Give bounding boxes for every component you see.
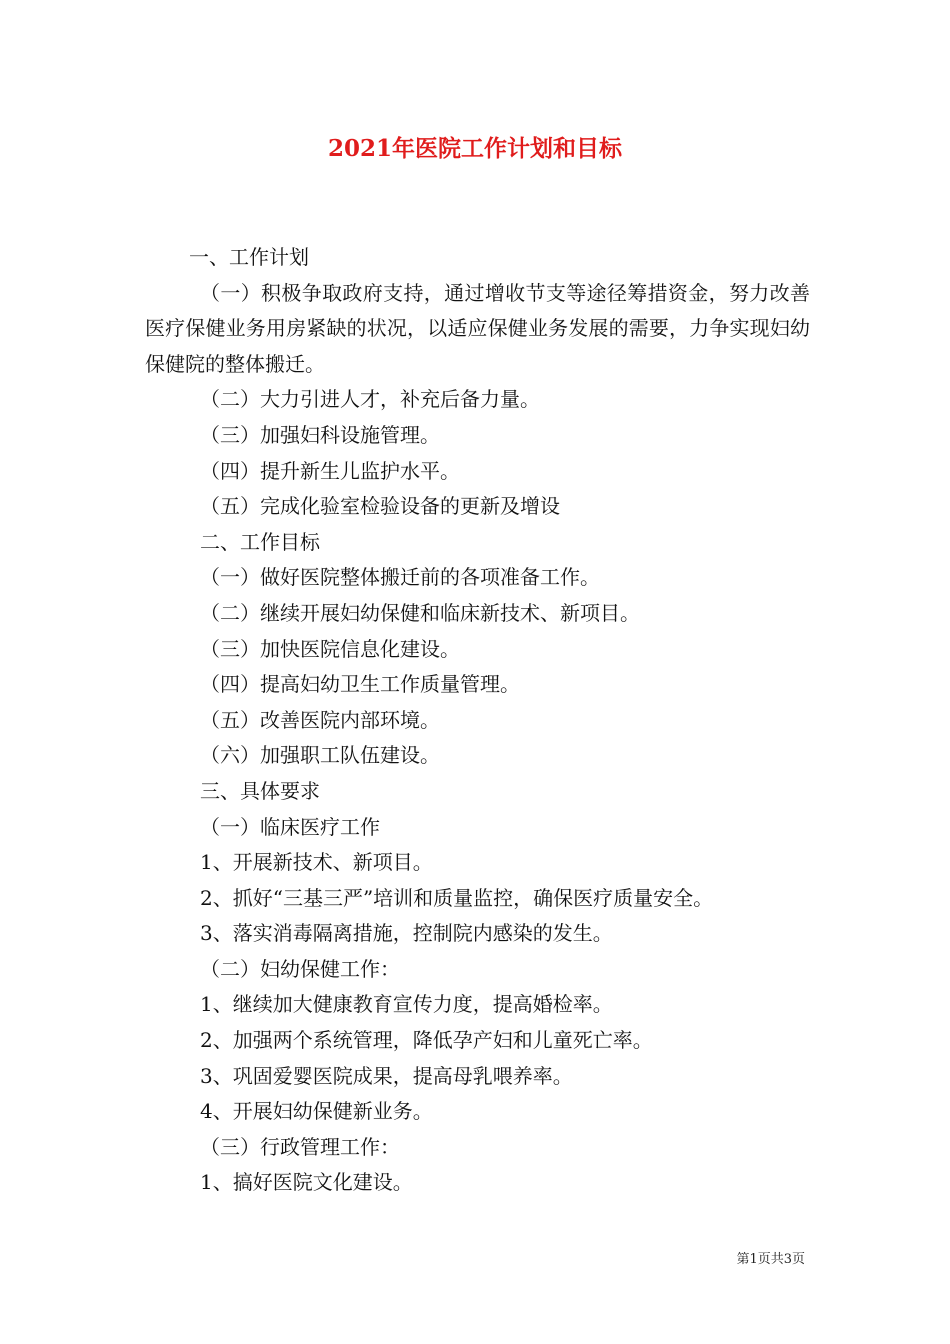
work-goal-item: （一）做好医院整体搬迁前的各项准备工作。 xyxy=(200,565,600,590)
clinical-item: 2、抓好“三基三严”培训和质量监控，确保医疗质量安全。 xyxy=(200,885,714,910)
work-plan-item: （二）大力引进人才，补充后备力量。 xyxy=(200,387,540,412)
work-goal-item: （六）加强职工队伍建设。 xyxy=(200,743,440,768)
maternal-child-item: 1、继续加大健康教育宣传力度，提高婚检率。 xyxy=(200,992,613,1017)
document-title: 2021年医院工作计划和目标 xyxy=(327,135,622,162)
page-number-footer: 第1页共3页 xyxy=(736,1252,805,1267)
subsection-heading-administration: （三）行政管理工作： xyxy=(200,1134,400,1159)
work-plan-item: （五）完成化验室检验设备的更新及增设 xyxy=(200,494,560,519)
work-goal-item: （二）继续开展妇幼保健和临床新技术、新项目。 xyxy=(200,600,640,625)
section-heading-work-goals: 二、工作目标 xyxy=(200,529,320,554)
subsection-heading-clinical: （一）临床医疗工作 xyxy=(200,814,380,839)
clinical-item: 3、落实消毒隔离措施，控制院内感染的发生。 xyxy=(200,921,613,946)
administration-item: 1、搞好医院文化建设。 xyxy=(200,1170,413,1195)
subsection-heading-maternal-child: （二）妇幼保健工作： xyxy=(200,956,400,981)
work-goal-item: （三）加快医院信息化建设。 xyxy=(200,636,460,661)
clinical-item: 1、开展新技术、新项目。 xyxy=(200,850,433,875)
maternal-child-item: 3、巩固爱婴医院成果，提高母乳喂养率。 xyxy=(200,1063,573,1088)
work-plan-item: （四）提升新生儿监护水平。 xyxy=(200,458,460,483)
maternal-child-item: 2、加强两个系统管理，降低孕产妇和儿童死亡率。 xyxy=(200,1028,653,1053)
work-plan-paragraph-1: （一）积极争取政府支持，通过增收节支等途径筹措资金，努力改善医疗保健业务用房紧缺的状况，以适应保健业务发展的需要，力争实现妇幼保健院的整体搬迁。 xyxy=(145,280,810,376)
document-body xyxy=(145,240,810,1201)
work-goal-item: （四）提高妇幼卫生工作质量管理。 xyxy=(200,672,520,697)
maternal-child-item: 4、开展妇幼保健新业务。 xyxy=(200,1099,433,1124)
work-goal-item: （五）改善医院内部环境。 xyxy=(200,707,440,732)
work-plan-item: （三）加强妇科设施管理。 xyxy=(200,422,440,447)
section-heading-requirements: 三、具体要求 xyxy=(200,778,320,803)
section-heading-work-plan: 一、工作计划 xyxy=(189,245,309,269)
